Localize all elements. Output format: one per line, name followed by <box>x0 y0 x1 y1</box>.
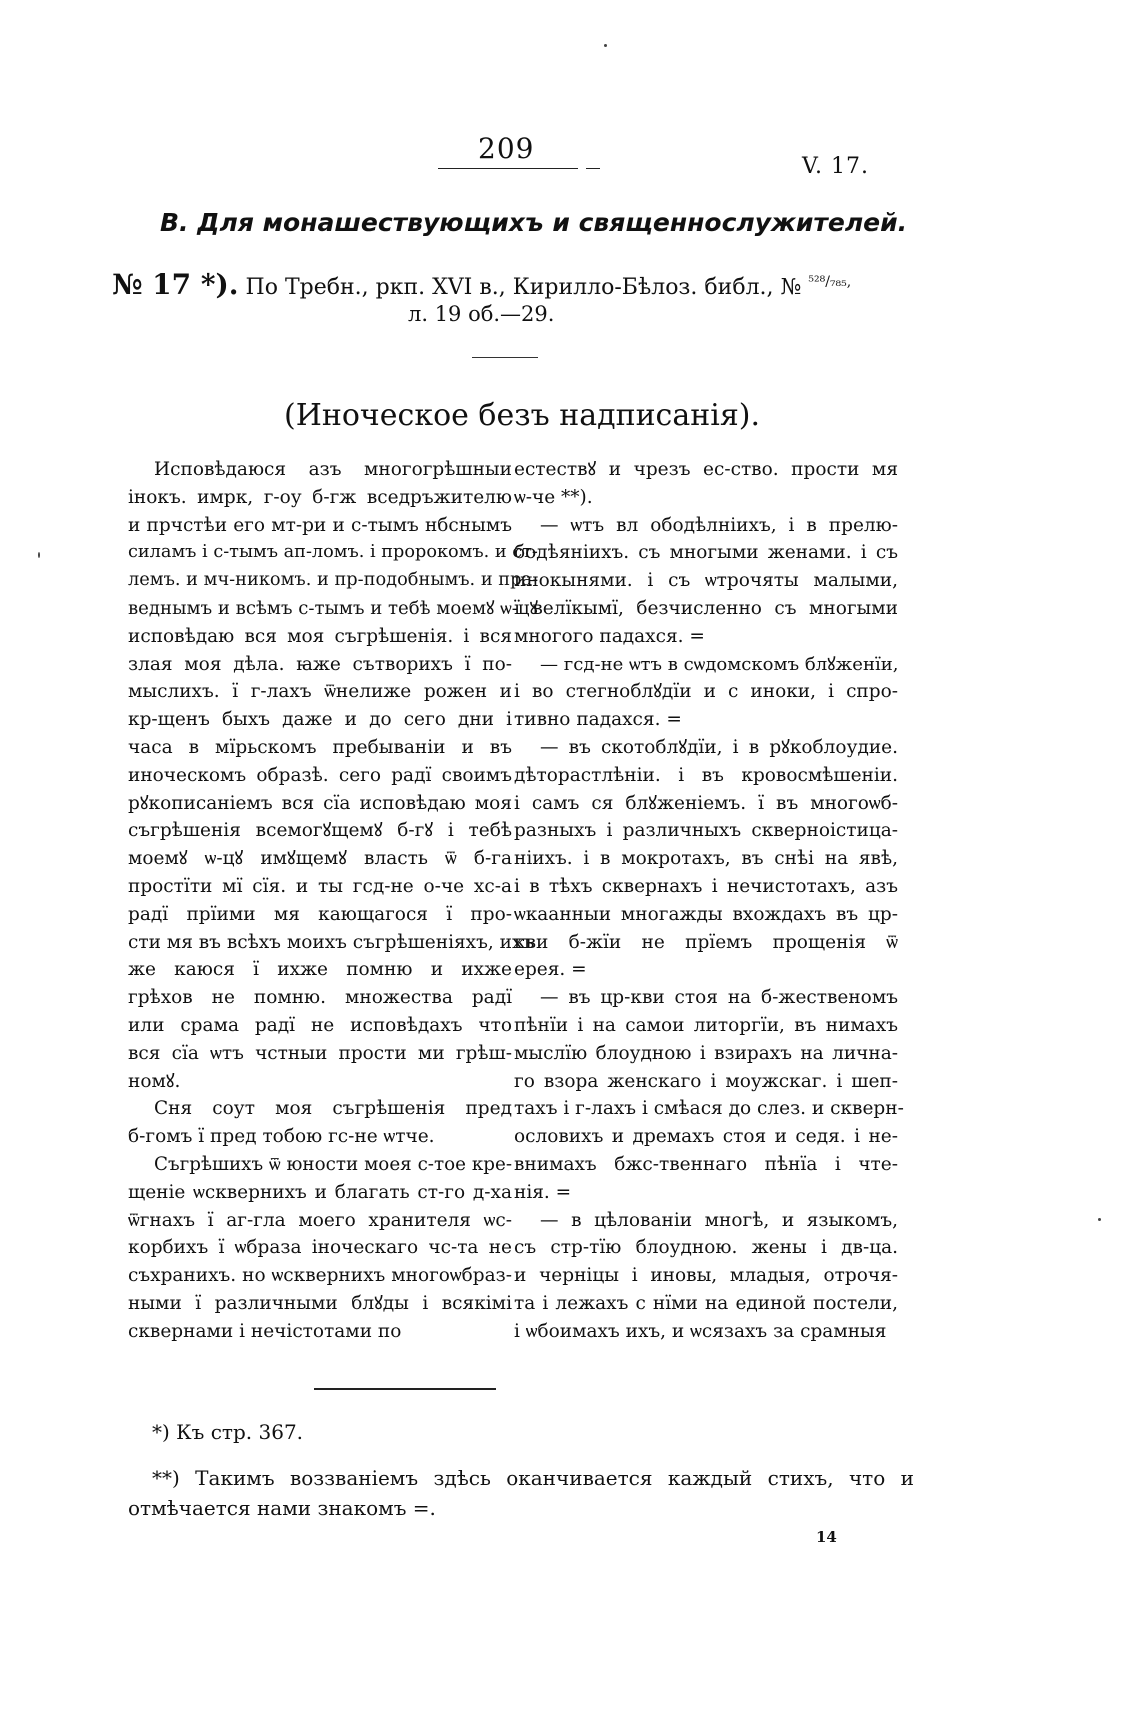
text-line: го взора женскаго і моужскаг. і шеп- <box>514 1070 898 1092</box>
text-line: силамъ і с-тымъ ап-ломъ. і пророкомъ. и ст- <box>128 542 538 563</box>
text-line: — въ скотоблꙋдїи, і в рꙋкоблоудиe. <box>540 736 898 758</box>
text-line: радї прїими мя кающагося ї про- <box>128 903 512 925</box>
text-line: бодѣяніихъ. съ многыми женами. і съ <box>514 542 898 564</box>
text-line: мыслихъ. ї г-лахъ ѿнелиже рожен и <box>128 681 512 703</box>
text-line: Съгрѣшихъ ѿ юности моея с-тое кре- <box>154 1153 512 1175</box>
text-line: съхранихъ. но ѡсквернихъ многоѡбраз- <box>128 1265 512 1287</box>
right-column <box>514 456 904 1346</box>
text-line: — ѡтъ вл ободѣлніихъ, і в прелю- <box>540 514 898 536</box>
text-line: б-гомъ ї пред тобою гс-не ѡтче. <box>128 1126 435 1148</box>
text-line: съ стр-тїю блоудною. жены і дв-ца. <box>514 1237 898 1259</box>
source-citation <box>112 268 932 301</box>
text-line: съгрѣшенія всемогꙋщемꙋ б-гꙋ і тебѣ <box>128 820 512 842</box>
text-line: сквернами і нечістотами по <box>128 1320 402 1342</box>
text-line: ніихъ. і в мокротахъ, въ снѣі на явѣ, <box>514 848 898 870</box>
text-line: і ѡбоимахъ ихъ, и ѡсязахъ за срамныя <box>514 1320 887 1342</box>
text-line: інокъ. имрк, г-оу б-гж вседръжителю <box>128 486 512 508</box>
footnote-2-line-2: отмѣчается нами знакомъ =. <box>128 1496 436 1520</box>
text-line: номꙋ. <box>128 1070 181 1092</box>
text-line: Сня соут моя съгрѣшенія пред <box>154 1098 512 1120</box>
text-line: естествꙋ и чрезъ ес-ство. прости мя <box>514 459 898 480</box>
text-line: — въ цр-кви стоя на б-жественомъ <box>540 987 898 1009</box>
text-line: і самъ ся блꙋженіемъ. ї въ многоѡб- <box>514 792 898 814</box>
text-line: злая моя дѣла. ꙗже сътворихъ ї по- <box>128 653 512 675</box>
text-line: кви б-жїи не прїемъ прощенія ѿ <box>514 931 898 953</box>
text-line: или срама радї не исповѣдахъ что <box>128 1014 512 1036</box>
print-speck <box>604 44 607 47</box>
left-column <box>128 456 539 1346</box>
text-line: и черніцы і иновы, младыя, отрочя- <box>514 1265 898 1287</box>
text-line: тивно падахся. = <box>514 709 682 731</box>
text-line: ѡ-че **). <box>514 486 593 508</box>
text-line: ными ї различными блꙋды і всякімі <box>128 1292 512 1314</box>
source-leaves: л. 19 об.—29. <box>408 302 555 326</box>
text-line: ѿгнахъ ї аг-гла моего хранителя ѡс- <box>128 1209 512 1231</box>
print-speck <box>1098 1218 1101 1221</box>
footnote-rule <box>314 1388 496 1390</box>
text-line: внимахъ бжс-твеннаго пѣнїа і чте- <box>514 1153 898 1175</box>
section-reference: V. 17. <box>802 154 870 179</box>
text-subtitle: (Иноческое безъ надписанія). <box>284 398 761 433</box>
text-line: простїти мї сїя. и ты гсд-не о-че хс-а <box>128 875 512 897</box>
text-line: та і лежахъ с нїми на единой постели, <box>514 1292 898 1314</box>
signature-mark: 14 <box>816 1528 837 1546</box>
text-line: разныхъ і различныхъ скверноістица- <box>514 820 898 842</box>
text-line: же каюся ї ихже помню и ихже <box>128 959 512 981</box>
text-line: ерея. = <box>514 959 587 981</box>
text-line: исповѣдаю вся моя съгрѣшенія. і вся <box>128 625 512 647</box>
text-line: грѣхов не помню. множества радї <box>128 987 512 1009</box>
text-line: инокынями. і съ ѡтрочяты малыми, <box>514 570 898 592</box>
footnote-2-line-1: **) Такимъ воззваніемъ здѣсь оканчивается каждый стихъ, что и <box>152 1466 914 1490</box>
text-line: і в тѣхъ сквернахъ і нечистотахъ, азъ <box>514 875 898 897</box>
text-line: и прчстѣи его мт-ри и с-тымъ нбснымъ <box>128 514 512 536</box>
text-line: і во стегноблꙋдїи и с иноки, і спро- <box>514 681 898 703</box>
text-line: лемъ. и мч-никомъ. и пр-подобнымъ. и пра- <box>128 570 539 591</box>
text-line: корбихъ ї ѡбраза іноческаго чс-та не <box>128 1237 512 1259</box>
text-line: иноческомъ образѣ. сего радї своимъ <box>128 764 512 786</box>
text-line: часа в мїрьскомъ пребываніи и въ <box>128 736 512 758</box>
text-line: Исповѣдаюся азъ многогрѣшныи <box>154 459 512 480</box>
footnote-1: *) Къ стр. 367. <box>152 1420 304 1444</box>
text-line: вся сїа ѡтъ чстныи прости ми грѣш- <box>128 1042 512 1064</box>
text-line: ѡкаанныи многажды вхождахъ въ цр- <box>514 903 898 925</box>
text-line: щеніе ѡсквернихъ и благать ст-го д-ха <box>128 1181 512 1203</box>
text-line: тахъ і г-лахъ і смѣася до слез. и скверн- <box>514 1098 904 1120</box>
text-line: многого падахся. = <box>514 625 705 647</box>
page-number: 209 <box>478 132 535 165</box>
text-line: рꙋкописаніемъ вся сїа исповѣдаю моя <box>128 792 512 814</box>
source-text: По Требн., ркп. XVI в., Кирилло-Бѣлоз. библ., № <box>245 275 802 300</box>
text-line: веднымъ и всѣмъ с-тымъ и тебѣ моемꙋ ѡ-цꙋ <box>128 597 538 619</box>
text-line: сти мя въ всѣхъ моихъ съгрѣшеніяхъ, ихъ <box>128 931 535 953</box>
print-speck <box>38 552 40 558</box>
section-heading: В. Для монашествующихъ и священнослужителей. <box>160 208 908 237</box>
document-number: № 17 *). <box>112 268 239 301</box>
catalog-fraction: ⁵²⁸/₇₈₅, <box>808 274 852 290</box>
text-line: — в цѣлованіи многѣ, и языкомъ, <box>540 1209 898 1231</box>
page-number-rule <box>438 168 578 169</box>
text-line: ословихъ и дремахъ стоя и седя. і не- <box>514 1126 898 1148</box>
divider-rule <box>472 357 538 358</box>
text-line: ї велїкымї, безчисленно съ многыми <box>514 597 898 619</box>
text-line: кр-щенъ быхъ даже и до сего дни і <box>128 709 512 731</box>
text-line: нія. = <box>514 1181 572 1203</box>
text-line: — гсд-не ѡтъ в сѡдомскомъ блꙋженїи, <box>540 653 899 675</box>
text-line: дѣторастлѣніи. і въ кровосмѣшеніи. <box>514 764 898 786</box>
text-line: пѣнїи і на самои литоргїи, въ нимахъ <box>514 1014 898 1036</box>
footnote-2 <box>128 1463 914 1523</box>
text-line: мыслїю блоудною і взирахъ на лична- <box>514 1042 898 1064</box>
text-line: моемꙋ ѡ-цꙋ имꙋщемꙋ власть ѿ б-га <box>128 848 512 870</box>
